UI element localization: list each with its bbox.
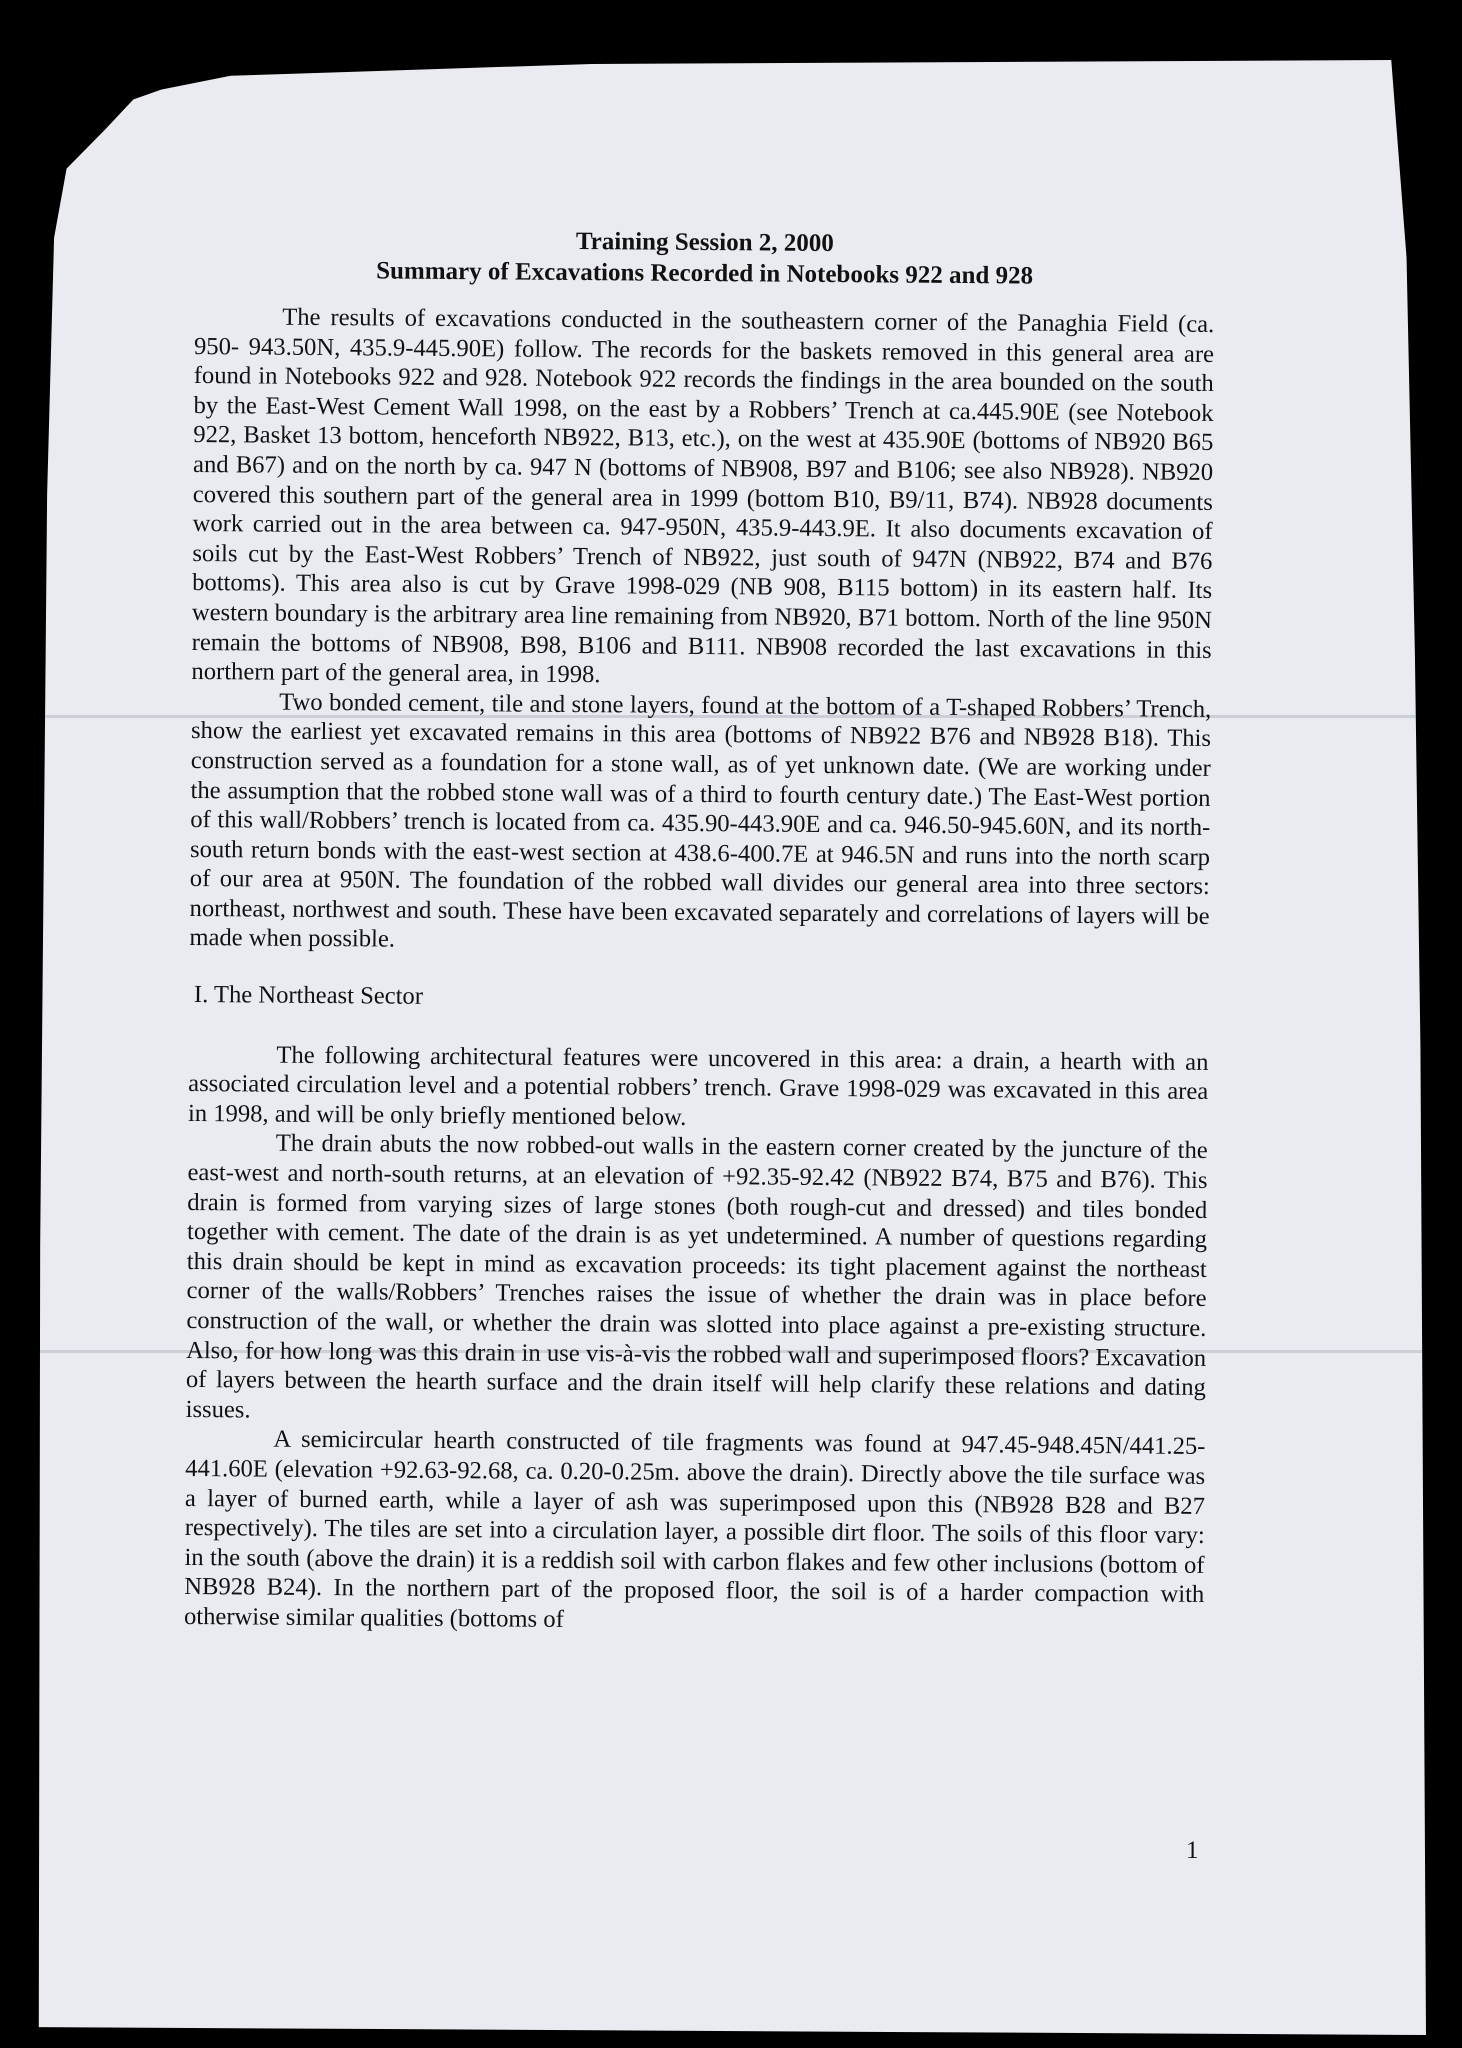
title-block bbox=[195, 223, 1215, 293]
paragraph-drain: The drain abuts the now robbed-out walls in the eastern corner created by the juncture of the east-west and north-south returns, at an elevation of +92.35-92.42 (NB922 B74, B75 and B76). This drain is formed from varying sizes of large stones (both rough-cut and dressed) and tiles bonded together with cement. The date of the drain is as yet undetermined. A number of questions regarding this drain should be kept in mind as excavation proceeds: its tight placement against the northeast corner of the walls/Robbers’ Trenches raises the issue of whether the drain was in place before construction of the wall, or whether the drain was slotted into place against a pre-existing structure. Also, for how long was this drain in use vis-à-vis the robbed wall and superimposed floors? Excavation of layers between the hearth surface and the drain itself will help clarify these relations and dating issues. bbox=[185, 1130, 1208, 1424]
paragraph-features: The following architectural features were uncovered in this area: a drain, a hearth with an associated circulation level and a potential robbers’ trench. Grave 1998-029 was excavated in this area in 1998, and will be only briefly mentioned below. bbox=[187, 1041, 1209, 1131]
page-number: 1 bbox=[1186, 1837, 1199, 1864]
document-subtitle: Summary of Excavations Recorded in Notebooks 922 and 928 bbox=[376, 257, 1034, 290]
paragraph-foundation: Two bonded cement, tile and stone layers, found at the bottom of a T-shaped Robbers’ Trench, show the earliest yet excavated remains in this area (bottoms of NB922 B76 and NB928 B18). This construction served as a foundation for a stone wall, as of yet unknown date. (We are working under the assumption that the robbed stone wall was of a third to fourth century date.) The East-West portion of this wall/Robbers’ trench is located from ca. 435.90-443.90E and ca. 946.50-945.60N, and its north-south return bonds with the east-west section at 438.6-400.7E at 946.5N and runs into the north scarp of our area at 950N. The foundation of the robbed wall divides our general area into three sectors: northeast, northwest and south. These have been excavated separately and correlations of layers will be made when possible. bbox=[189, 688, 1212, 954]
document-body bbox=[184, 223, 1215, 1639]
document-title: Training Session 2, 2000 bbox=[575, 227, 834, 258]
paragraph-intro: The results of excavations conducted in the southeastern corner of the Panaghia Field (ca. 950- 943.50N, 435.9-445.90E) follow. The records for the baskets removed in this general area are found in Notebooks 922 and 928. Notebook 922 records the findings in the area bounded on the south by the East-West Cement Wall 1998, on the east by a Robbers’ Trench at ca.445.90E (see Notebook 922, Basket 13 bottom, henceforth NB922, B13, etc.), on the west at 435.90E (bottoms of NB920 B65 and B67) and on the north by ca. 947 N (bottoms of NB908, B97 and B106; see also NB928). NB920 covered this southern part of the general area in 1999 (bottom B10, B9/11, B74). NB928 documents work carried out in the area between ca. 947-950N, 435.9-443.9E. It also documents excavation of soils cut by the East-West Robbers’ Trench of NB922, just south of 947N (NB922, B74 and B76 bottoms). This area also is cut by Grave 1998-029 (NB 908, B115 bottom) in its eastern half. Its western boundary is the arbitrary area line remaining from NB920, B71 bottom. North of the line 950N remain the bottoms of NB908, B98, B106 and B111. NB908 recorded the last excavations in this northern part of the general area, in 1998. bbox=[191, 303, 1215, 689]
paragraph-hearth: A semicircular hearth constructed of tile fragments was found at 947.45-948.45N/441.25-441.60E (elevation +92.63-92.68, ca. 0.20-0.25m. above the drain). Directly above the tile surface was a layer of burned earth, while a layer of ash was superimposed upon this (NB928 B28 and B27 respectively). The tiles are set into a circulation layer, a possible dirt floor. The soils of this floor vary: in the south (above the drain) it is a reddish soil with carbon flakes and few other inclusions (bottom of NB928 B24). In the northern part of the proposed floor, the soil is of a harder compaction with otherwise similar qualities (bottoms of bbox=[183, 1426, 1206, 1633]
section-heading: I. The Northeast Sector bbox=[193, 981, 424, 1010]
